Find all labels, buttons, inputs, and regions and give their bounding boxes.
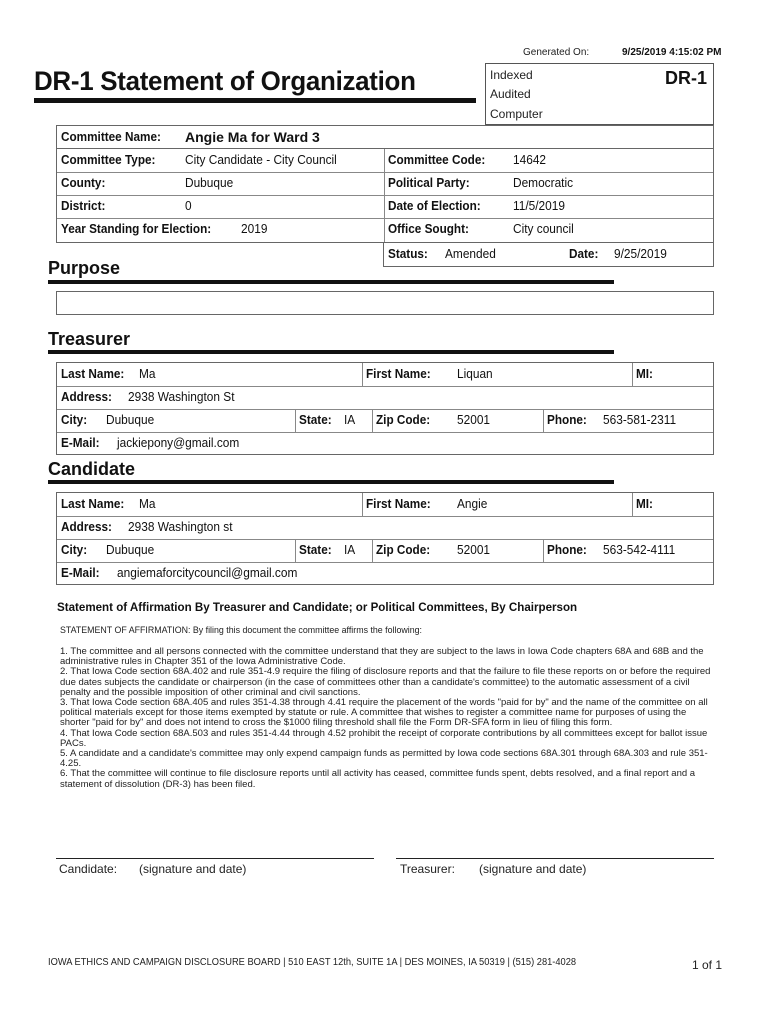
- political-party-value: Democratic: [513, 176, 574, 190]
- treasurer-state-value: IA: [344, 413, 356, 427]
- row-divider: [57, 516, 713, 517]
- column-divider: [372, 409, 373, 432]
- committee-name-row: [56, 125, 714, 149]
- affirmation-items: [60, 647, 712, 790]
- committee-name-value: Angie Ma for Ward 3: [185, 129, 320, 145]
- treasurer-phone-value: 563-581-2311: [603, 413, 677, 427]
- candidate-city-value: Dubuque: [106, 543, 155, 557]
- row-divider: [57, 409, 713, 410]
- election-date-label: Date of Election:: [388, 199, 481, 213]
- row-divider: [57, 386, 713, 387]
- committee-code-label: Committee Code:: [388, 153, 486, 167]
- treasurer-block: [56, 362, 714, 455]
- year-standing-label: Year Standing for Election:: [61, 222, 212, 236]
- status-date-row: [383, 242, 714, 267]
- affirmation-item: 1. The committee and all persons connected with the committee understand that they are subject to the laws in Iowa Code chapters 68A and 68B and the administrative rules in Chapter 351 of the Iowa Administrative Code.: [60, 646, 704, 668]
- treasurer-email-value: jackiepony@gmail.com: [117, 436, 240, 450]
- generated-on-value: 9/25/2019 4:15:02 PM: [622, 47, 722, 58]
- treasurer-zip-value: 52001: [457, 413, 491, 427]
- office-sought-value: City council: [513, 222, 574, 236]
- affirmation-item: 5. A candidate and a candidate's committee may only expend campaign funds as permitted by Iowa code sections 68A.301 through 68A.303 and rule 351-4.25.: [60, 748, 708, 770]
- candidate-last-name-label: Last Name:: [61, 497, 125, 511]
- candidate-email-value: angiemaforcitycouncil@gmail.com: [117, 566, 298, 580]
- treasurer-mi-label: MI:: [636, 367, 653, 381]
- row-divider: [57, 539, 713, 540]
- column-divider: [362, 363, 363, 386]
- status-audited: Audited: [490, 87, 531, 101]
- column-divider: [384, 149, 385, 242]
- treasurer-phone-label: Phone:: [547, 413, 587, 427]
- treasurer-address-value: 2938 Washington St: [128, 390, 235, 404]
- treasurer-email-label: E-Mail:: [61, 436, 100, 450]
- column-divider: [632, 363, 633, 386]
- affirmation-item: 2. That Iowa Code section 68A.402 and rule 351-4.9 require the filing of disclosure reports and that the failure to file these reports on or before the required due dates subjects the candidate or chairperson (in the case of committees other than a candidate's committee) to the automatic assessment of a civil penalty and the possible imposition of other criminal and civil sanctions.: [60, 666, 711, 698]
- county-value: Dubuque: [185, 176, 234, 190]
- county-label: County:: [61, 176, 106, 190]
- column-divider: [372, 539, 373, 562]
- treasurer-city-value: Dubuque: [106, 413, 155, 427]
- treasurer-signature-line: [396, 858, 714, 859]
- row-divider: [57, 218, 713, 219]
- candidate-email-label: E-Mail:: [61, 566, 100, 580]
- candidate-block: [56, 492, 714, 585]
- processing-status-box: [485, 63, 714, 125]
- treasurer-city-label: City:: [61, 413, 88, 427]
- filing-date-label: Date:: [569, 247, 599, 261]
- column-divider: [632, 493, 633, 516]
- office-sought-label: Office Sought:: [388, 222, 469, 236]
- election-date-value: 11/5/2019: [513, 199, 565, 213]
- candidate-state-value: IA: [344, 543, 356, 557]
- candidate-address-label: Address:: [61, 520, 112, 534]
- status-indexed: Indexed: [490, 68, 533, 82]
- candidate-first-name-label: First Name:: [366, 497, 431, 511]
- affirmation-intro: STATEMENT OF AFFIRMATION: By filing this document the committee affirms the following:: [60, 625, 423, 636]
- treasurer-signature-label: Treasurer:: [400, 862, 455, 876]
- purpose-field: [56, 291, 714, 315]
- treasurer-first-name-label: First Name:: [366, 367, 431, 381]
- candidate-rule: [48, 480, 614, 484]
- affirmation-item: 3. That Iowa Code section 68A.405 and rules 351-4.38 through 4.41 require the placement of the words "paid for by" and the name of the committee on all political materials except for those items exempted by statute or rule. A committee that wishes to register a committee name for purposes of using the shorter "paid for by" and does not intend to cross the $1000 filing threshold shall file the Form DR-SFA form in lieu of filing this form.: [60, 697, 708, 729]
- candidate-mi-label: MI:: [636, 497, 653, 511]
- treasurer-first-name-value: Liquan: [457, 367, 493, 381]
- affirmation-item: 6. That the committee will continue to file disclosure reports until all activity has ceased, committee funds spent, debts resolved, and a final report and a statement of dissolution (DR-3) has been filed.: [60, 768, 696, 790]
- affirmation-item: 4. That Iowa Code section 68A.503 and rules 351-4.44 through 4.52 prohibit the receipt of corporate contributions by all committees except for ballot issue PACs.: [60, 727, 708, 749]
- treasurer-zip-label: Zip Code:: [376, 413, 431, 427]
- status-computer: Computer: [490, 107, 543, 121]
- form-code: DR-1: [664, 68, 707, 88]
- purpose-heading: Purpose: [48, 258, 121, 278]
- candidate-zip-value: 52001: [457, 543, 491, 557]
- candidate-address-value: 2938 Washington st: [128, 520, 233, 534]
- candidate-phone-label: Phone:: [547, 543, 587, 557]
- committee-code-value: 14642: [513, 153, 547, 167]
- generated-on-label: Generated On:: [523, 47, 590, 58]
- column-divider: [295, 409, 296, 432]
- candidate-phone-value: 563-542-4111: [603, 543, 676, 557]
- candidate-zip-label: Zip Code:: [376, 543, 431, 557]
- year-standing-value: 2019: [241, 222, 268, 236]
- treasurer-last-name-label: Last Name:: [61, 367, 125, 381]
- treasurer-address-label: Address:: [61, 390, 112, 404]
- candidate-state-label: State:: [299, 543, 332, 557]
- title-underline: [34, 98, 476, 103]
- district-value: 0: [185, 199, 192, 213]
- column-divider: [543, 539, 544, 562]
- treasurer-signature-hint: (signature and date): [479, 862, 587, 876]
- political-party-label: Political Party:: [388, 176, 470, 190]
- treasurer-last-name-value: Ma: [139, 367, 156, 381]
- footer-address: IOWA ETHICS AND CAMPAIGN DISCLOSURE BOARD | 510 EAST 12th, SUITE 1A | DES MOINES, IA 50319 | (515) 281-4028: [48, 957, 577, 968]
- status-label: Status:: [388, 247, 428, 261]
- candidate-signature-line: [56, 858, 374, 859]
- column-divider: [362, 493, 363, 516]
- row-divider: [57, 195, 713, 196]
- page-number: 1 of 1: [691, 958, 722, 972]
- candidate-signature-label: Candidate:: [59, 862, 118, 876]
- treasurer-state-label: State:: [299, 413, 332, 427]
- candidate-heading: Candidate: [48, 459, 136, 479]
- page-title: DR-1 Statement of Organization: [34, 66, 416, 96]
- candidate-signature-hint: (signature and date): [139, 862, 247, 876]
- district-label: District:: [61, 199, 106, 213]
- candidate-city-label: City:: [61, 543, 88, 557]
- status-value: Amended: [445, 247, 496, 261]
- treasurer-rule: [48, 350, 614, 354]
- committee-type-label: Committee Type:: [61, 153, 156, 167]
- filing-date-value: 9/25/2019: [614, 247, 667, 261]
- row-divider: [57, 172, 713, 173]
- committee-details: [56, 148, 714, 243]
- committee-name-label: Committee Name:: [61, 130, 161, 144]
- column-divider: [295, 539, 296, 562]
- column-divider: [543, 409, 544, 432]
- candidate-last-name-value: Ma: [139, 497, 156, 511]
- row-divider: [57, 432, 713, 433]
- candidate-first-name-value: Angie: [457, 497, 488, 511]
- treasurer-heading: Treasurer: [48, 329, 131, 349]
- committee-type-value: City Candidate - City Council: [185, 153, 337, 167]
- affirmation-heading: Statement of Affirmation By Treasurer and Candidate; or Political Committees, By Chairperson: [57, 600, 578, 614]
- row-divider: [57, 562, 713, 563]
- purpose-rule: [48, 280, 614, 284]
